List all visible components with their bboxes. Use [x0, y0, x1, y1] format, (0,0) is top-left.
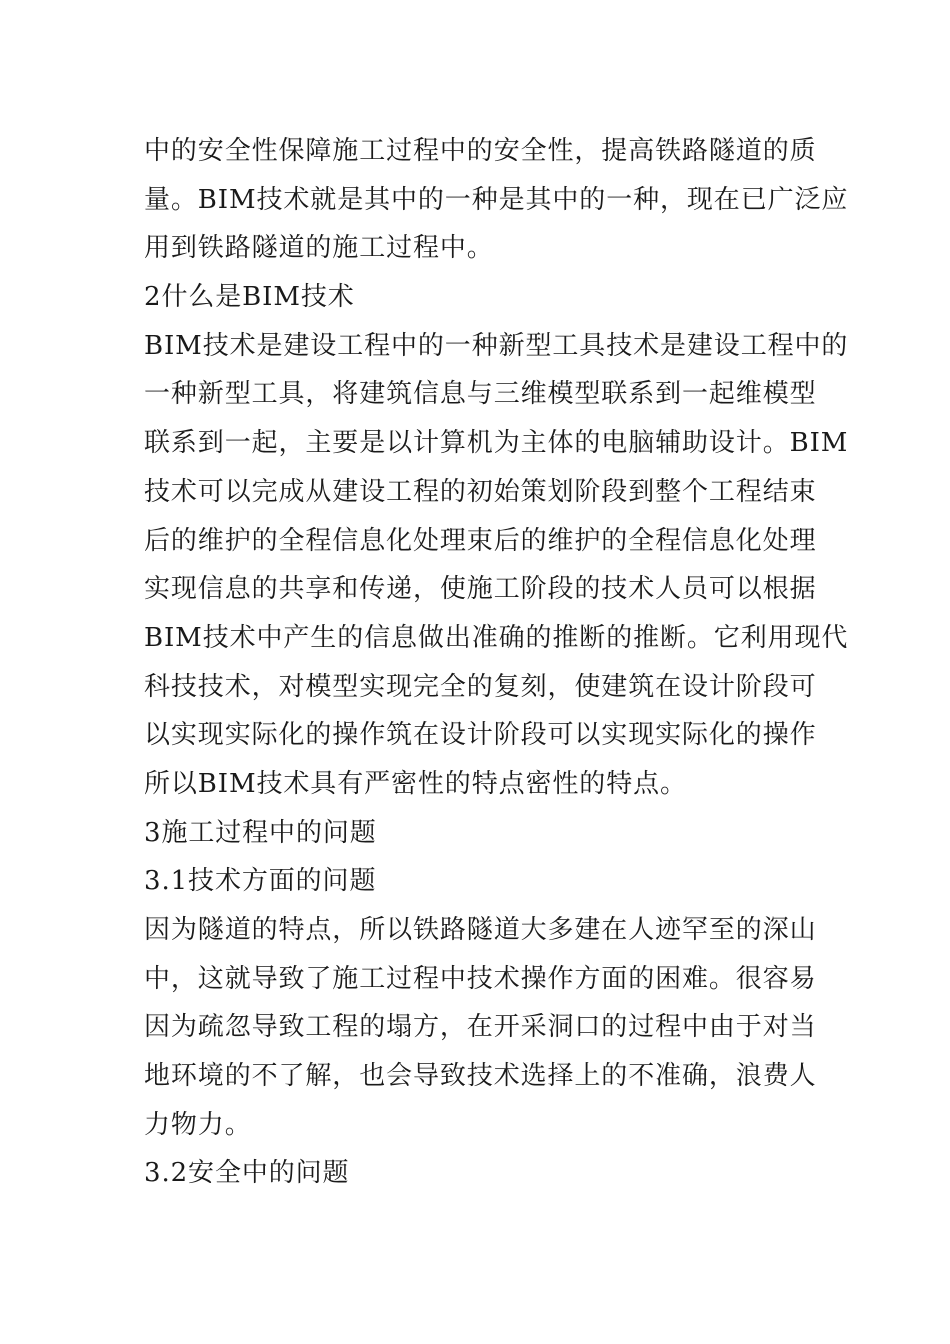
body-text-line: 实现信息的共享和传递，使施工阶段的技术人员可以根据: [144, 574, 817, 605]
body-text-line: 地环境的不了解，也会导致技术选择上的不准确，浪费人: [144, 1061, 817, 1092]
document-body: [144, 127, 849, 1198]
section-heading: 3施工过程中的问题: [144, 817, 377, 848]
body-text-line: 以实现实际化的操作筑在设计阶段可以实现实际化的操作: [144, 720, 817, 751]
body-text-line: 技术可以完成从建设工程的初始策划阶段到整个工程结束: [144, 476, 817, 507]
body-text-line: 因为疏忽导致工程的塌方，在开采洞口的过程中由于对当: [144, 1012, 817, 1043]
body-text-line: 量。BIM技术就是其中的一种是其中的一种，现在已广泛应: [144, 184, 849, 215]
subsection-heading: 3.2安全中的问题: [144, 1158, 350, 1189]
body-text-line: BIM技术是建设工程中的一种新型工具技术是建设工程中的: [144, 330, 849, 361]
body-text-line: BIM技术中产生的信息做出准确的推断的推断。它利用现代: [144, 622, 849, 653]
subsection-heading: 3.1技术方面的问题: [144, 866, 377, 897]
section-heading: 2什么是BIM技术: [144, 282, 355, 313]
body-text-line: 力物力。: [144, 1109, 252, 1140]
body-text-line: 所以BIM技术具有严密性的特点密性的特点。: [144, 768, 687, 799]
body-text-line: 中，这就导致了施工过程中技术操作方面的困难。很容易: [144, 963, 817, 994]
body-text-line: 联系到一起，主要是以计算机为主体的电脑辅助设计。BIM: [144, 428, 849, 459]
body-text-line: 中的安全性保障施工过程中的安全性，提高铁路隧道的质: [144, 136, 817, 166]
body-text-line: 用到铁路隧道的施工过程中。: [144, 233, 494, 264]
body-text-line: 科技技术，对模型实现完全的复刻，使建筑在设计阶段可: [144, 671, 817, 702]
body-text-line: 因为隧道的特点，所以铁路隧道大多建在人迹罕至的深山: [144, 915, 817, 945]
body-text-line: 一种新型工具，将建筑信息与三维模型联系到一起维模型: [144, 379, 817, 410]
body-text-line: 后的维护的全程信息化处理束后的维护的全程信息化处理: [144, 525, 817, 556]
